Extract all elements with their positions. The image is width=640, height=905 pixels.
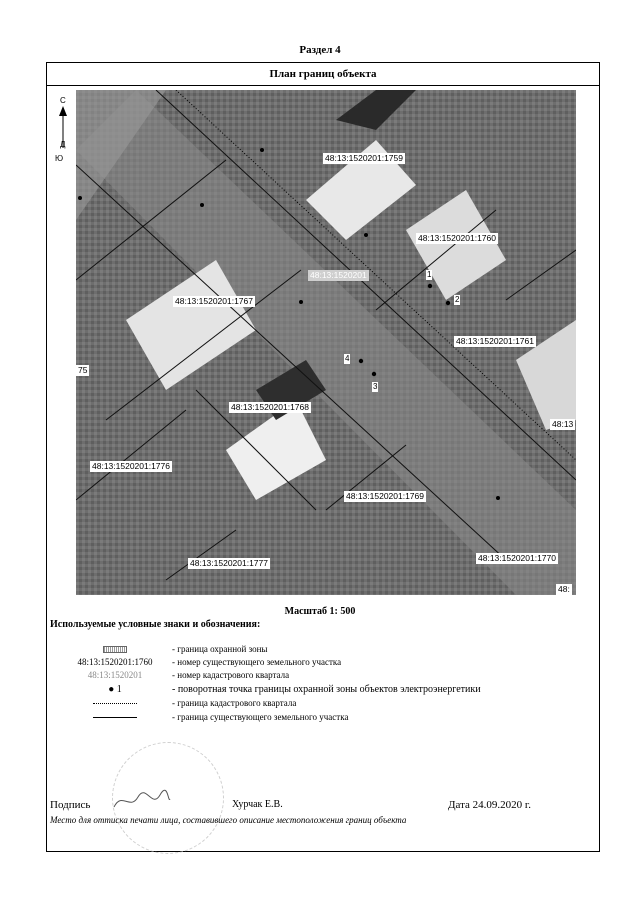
parcel-number-symbol: 48:13:1520201:1760 [77,657,153,667]
point-label: 3 [373,382,378,391]
turning-point-symbol: ● 1 [108,684,122,695]
parcel-label: 75 [78,365,88,375]
parcel-label: 48:13:1520201:1776 [92,461,170,471]
point-label: 2 [455,295,460,304]
legend-row [50,698,590,710]
legend-row [50,712,590,724]
signature-label: Подпись [50,799,91,811]
legend-row [50,657,590,669]
legend-title: Используемые условные знаки и обозначения: [50,619,261,630]
parcel-label: 48:13:1520201:1768 [231,402,309,412]
legend-text: - поворотная точка границы охранной зоны объектов электроэнергетики [172,684,481,695]
plan-title: План границ объекта [47,63,599,86]
parcel-label: 48:13:1520201:1761 [456,336,534,346]
north-arrow [52,96,74,166]
quarter-number-symbol: 48:13:1520201 [87,670,143,680]
legend-text: - номер кадастрового квартала [172,670,290,680]
section-heading: Раздел 4 [299,44,341,56]
quarter-label: 48:13:1520201 [310,270,367,280]
legend-text: - номер существующего земельного участка [172,657,342,667]
legend-row [50,684,590,696]
legend-row [50,644,590,656]
quarter-boundary-symbol [50,698,180,708]
legend-row [50,670,590,682]
parcel-label: 48: [558,584,570,594]
aerial-map [76,90,576,595]
sign-date: Дата 24.09.2020 г. [448,799,531,811]
legend-text: - граница существующего земельного участка [172,712,349,722]
arrow-mid-label: Д [60,140,66,149]
parcel-label: 48:13:1520201:1770 [478,553,556,563]
parcel-label: 48:13:1520201:1759 [325,153,403,163]
south-label: Ю [55,154,64,163]
protection-zone-symbol [50,644,180,654]
legend-text: - граница кадастрового квартала [172,698,297,708]
parcel-label: 48:13:1520201:1767 [175,296,253,306]
stamp-caption: Место для оттиска печати лица, составившего описание местоположения границ объекта [50,815,407,825]
north-label: С [60,96,66,105]
parcel-boundary-symbol [50,712,180,722]
signature-scribble [112,789,172,813]
parcel-label: 48:13 [552,419,574,429]
map-scale: Масштаб 1: 500 [284,606,356,617]
parcel-label: 48:13:1520201:1777 [190,558,268,568]
legend-text: - граница охранной зоны [172,644,268,654]
parcel-label: 48:13:1520201:1769 [346,491,424,501]
signer-name: Хурчак Е.В. [232,799,283,810]
parcel-label: 48:13:1520201:1760 [418,233,496,243]
point-label: 1 [427,270,432,279]
point-label: 4 [345,354,350,363]
